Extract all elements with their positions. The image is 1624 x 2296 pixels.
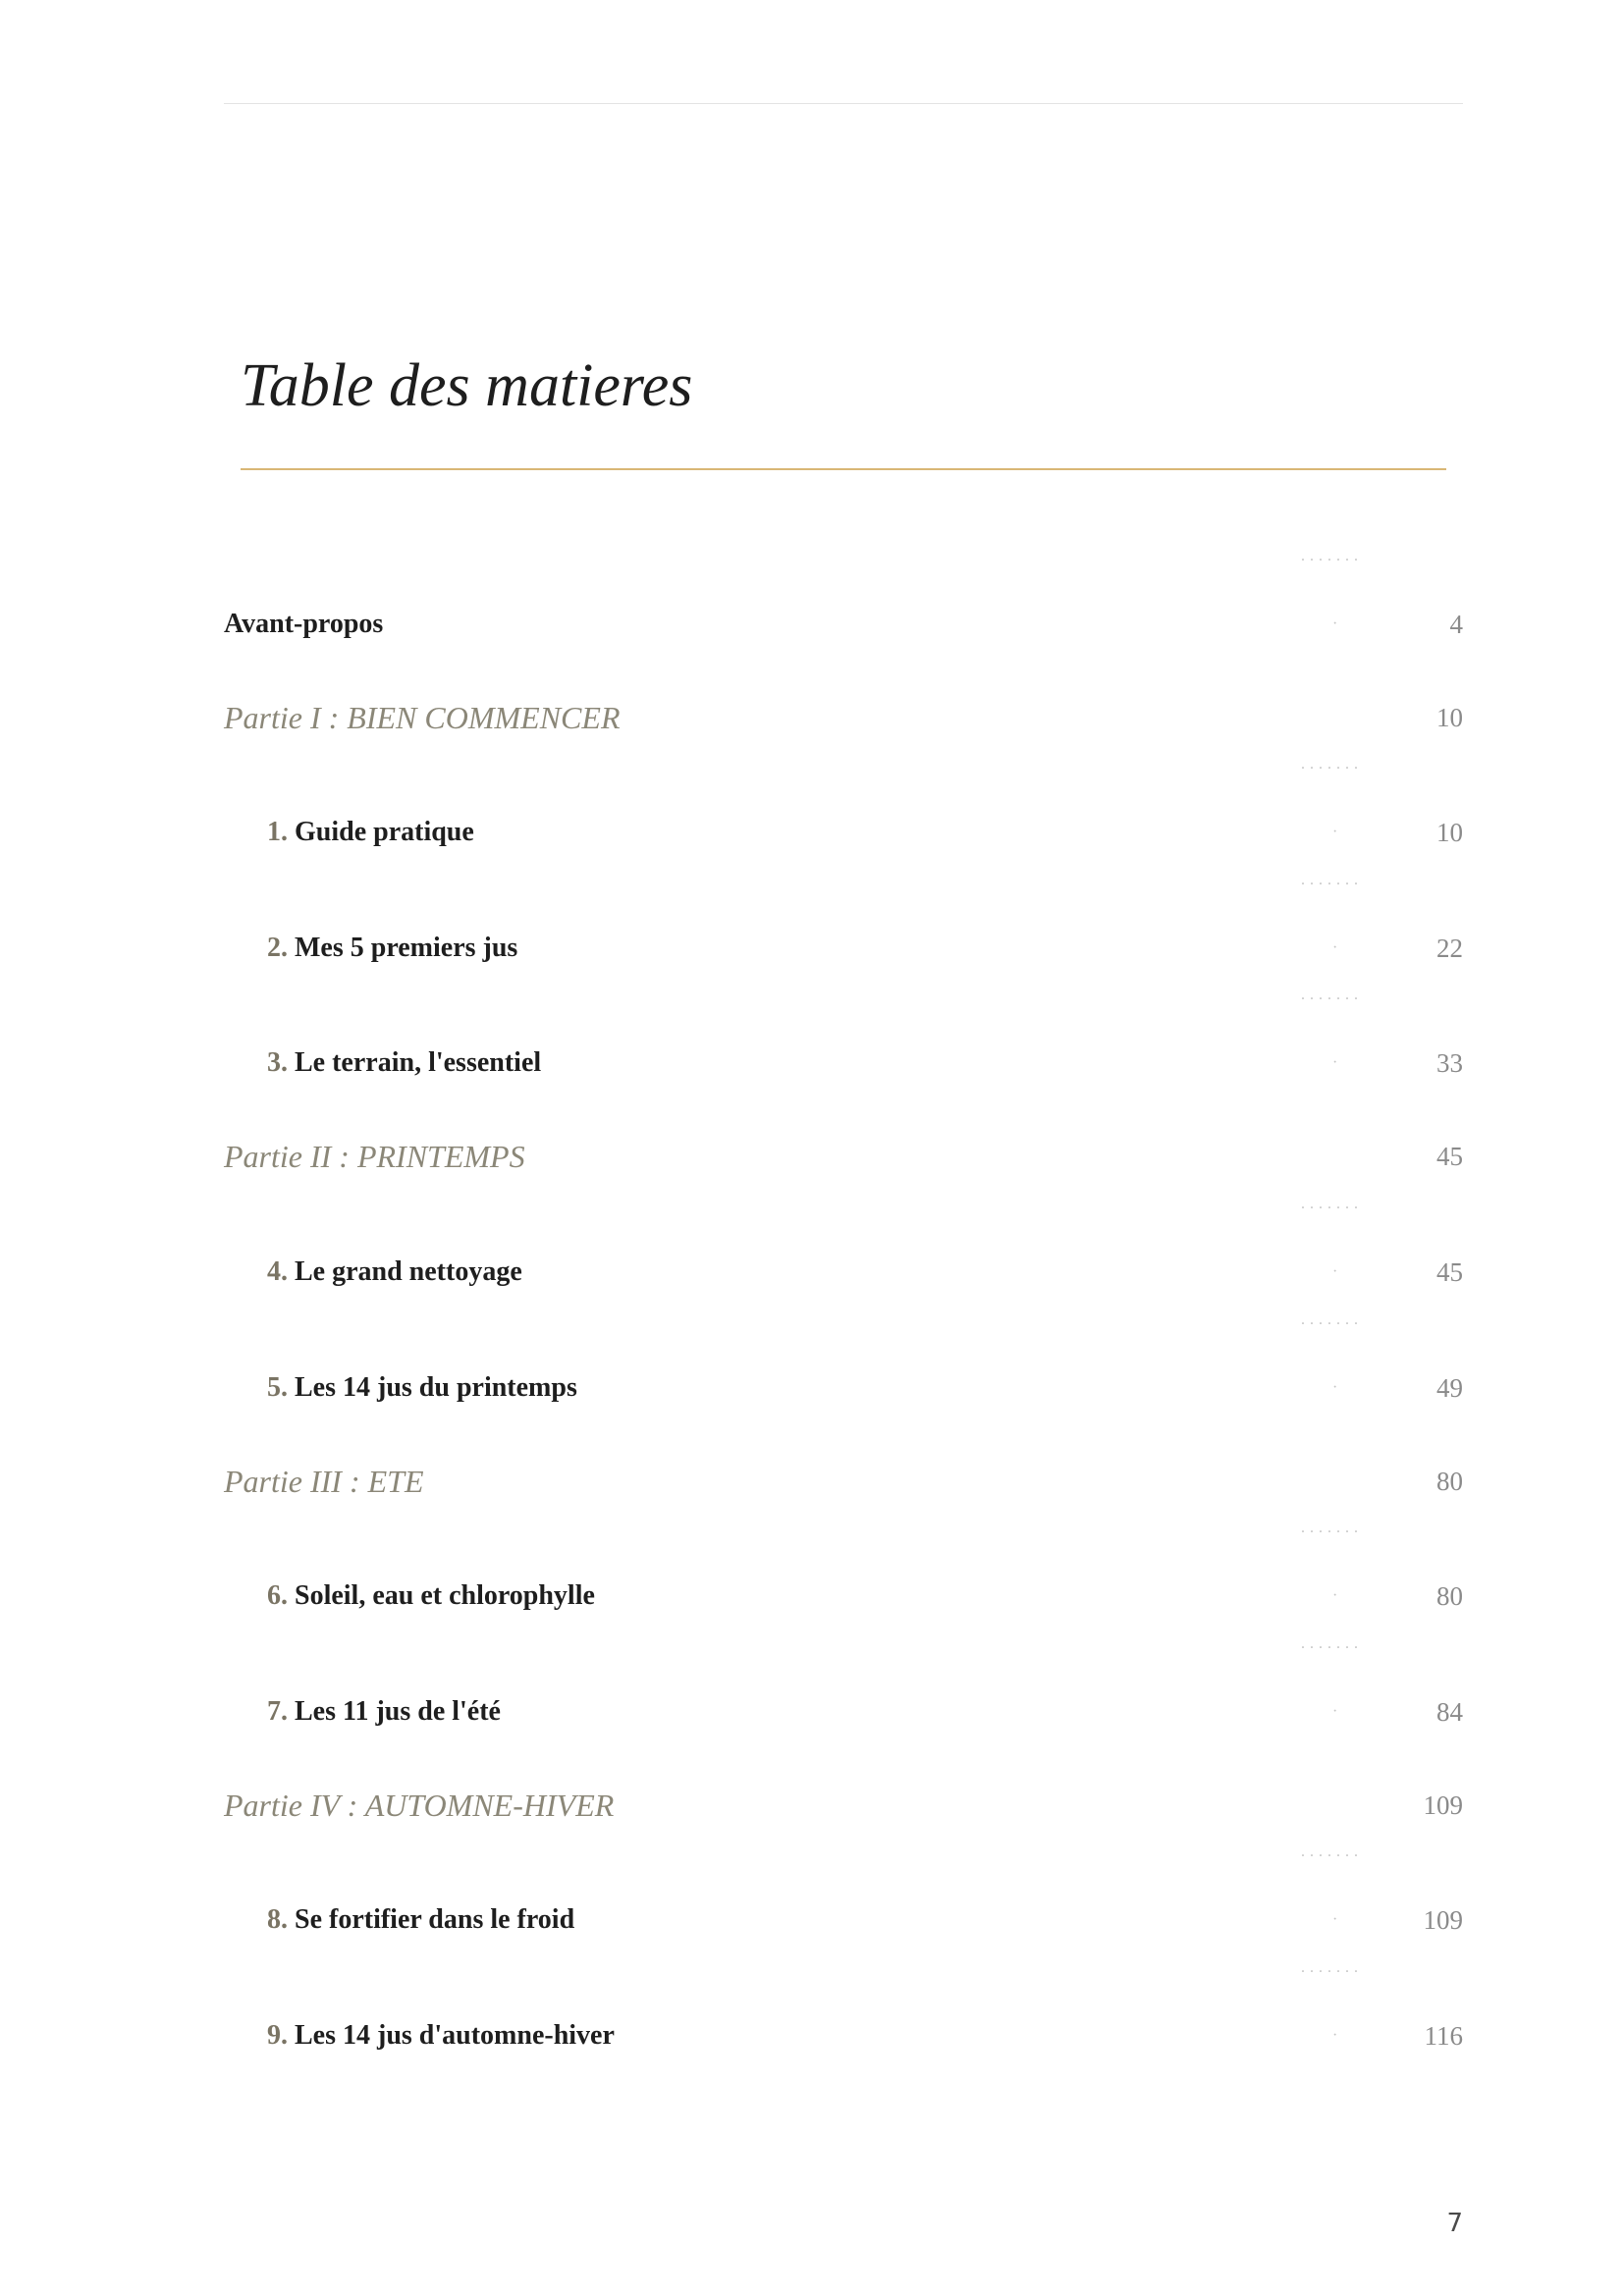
chapter-title: Le terrain, l'essentiel <box>295 1047 542 1078</box>
chapter-title: Les 14 jus du printemps <box>295 1372 577 1403</box>
toc-page-number: 116 <box>1424 2021 1463 2051</box>
dot-leader: · <box>1332 939 1338 956</box>
chapter-number: 8. <box>267 1904 288 1935</box>
toc-chapter-label <box>267 1891 574 1949</box>
toc-part-label: Partie I : BIEN COMMENCER <box>224 700 621 735</box>
toc-chapter-9[interactable] <box>0 1959 1624 2065</box>
toc-title: Table des matieres <box>241 352 693 419</box>
dot-leader: · <box>1332 615 1338 632</box>
dot-leader: ....... <box>1301 1635 1363 1652</box>
dot-leader: · <box>1332 1911 1338 1928</box>
chapter-title: Se fortifier dans le froid <box>295 1904 575 1935</box>
toc-page-number: 109 <box>1423 1905 1463 1935</box>
chapter-title: Guide pratique <box>295 817 474 847</box>
dot-leader: · <box>1332 2027 1338 2044</box>
toc-chapter-5[interactable] <box>0 1311 1624 1417</box>
toc-page-number: 109 <box>1423 1790 1463 1820</box>
chapter-title: Soleil, eau et chlorophylle <box>295 1580 595 1611</box>
dot-leader: · <box>1332 1263 1338 1280</box>
chapter-title: Les 11 jus de l'été <box>295 1696 501 1727</box>
toc-part-label: Partie II : PRINTEMPS <box>224 1139 525 1174</box>
toc-chapter-label <box>267 1567 595 1626</box>
dot-leader: ....... <box>1301 548 1363 564</box>
dot-leader: ....... <box>1301 987 1363 1003</box>
chapter-number: 5. <box>267 1372 288 1403</box>
dot-leader: ....... <box>1301 1959 1363 1976</box>
toc-chapter-label <box>267 1243 522 1302</box>
toc-chapter-label <box>267 919 517 978</box>
toc-page-number: 22 <box>1436 934 1463 963</box>
toc-part-label: Partie III : ETE <box>224 1464 424 1499</box>
toc-chapter-label <box>267 1359 577 1417</box>
toc-chapter-2[interactable] <box>0 872 1624 978</box>
toc-part-1[interactable] <box>0 688 1624 747</box>
dot-leader: ....... <box>1301 872 1363 888</box>
toc-part-label: Partie IV : AUTOMNE-HIVER <box>224 1788 615 1823</box>
toc-chapter-label <box>267 2006 615 2065</box>
chapter-title: Le grand nettoyage <box>295 1256 522 1287</box>
dot-leader: ....... <box>1301 756 1363 773</box>
dot-leader: ....... <box>1301 1196 1363 1212</box>
header-rule <box>224 103 1463 104</box>
dot-leader: ....... <box>1301 1520 1363 1536</box>
toc-entry-avant-propos[interactable] <box>0 548 1624 654</box>
dot-leader: · <box>1332 1054 1338 1071</box>
toc-chapter-3[interactable] <box>0 987 1624 1093</box>
toc-chapter-4[interactable] <box>0 1196 1624 1302</box>
dot-leader: ....... <box>1301 1311 1363 1328</box>
chapter-number: 6. <box>267 1580 288 1611</box>
dot-leader: · <box>1332 1587 1338 1604</box>
dot-leader: · <box>1332 824 1338 840</box>
dot-leader: · <box>1332 1703 1338 1720</box>
toc-chapter-label <box>267 1682 501 1741</box>
toc-page-number: 33 <box>1436 1048 1463 1078</box>
toc-chapter-label <box>267 803 474 862</box>
chapter-number: 1. <box>267 817 288 847</box>
chapter-number: 7. <box>267 1696 288 1727</box>
toc-chapter-6[interactable] <box>0 1520 1624 1626</box>
page-number: 7 <box>1446 2209 1463 2238</box>
toc-page-number: 84 <box>1436 1697 1463 1727</box>
toc-chapter-7[interactable] <box>0 1635 1624 1741</box>
toc-page-number: 45 <box>1436 1257 1463 1287</box>
chapter-number: 4. <box>267 1256 288 1287</box>
toc-page-number: 45 <box>1436 1142 1463 1171</box>
toc-entry-label: Avant-propos <box>224 609 384 639</box>
chapter-title: Les 14 jus d'automne-hiver <box>295 2020 615 2051</box>
chapter-number: 9. <box>267 2020 288 2051</box>
chapter-title: Mes 5 premiers jus <box>295 933 518 963</box>
toc-chapter-label <box>267 1034 541 1093</box>
title-underline <box>241 468 1446 470</box>
toc-part-4[interactable] <box>0 1776 1624 1835</box>
toc-page-number: 10 <box>1436 818 1463 847</box>
toc-page-number: 80 <box>1436 1467 1463 1496</box>
toc-part-2[interactable] <box>0 1127 1624 1186</box>
toc-page-number: 4 <box>1449 610 1463 639</box>
dot-leader: ....... <box>1301 1843 1363 1860</box>
toc-chapter-8[interactable] <box>0 1843 1624 1949</box>
chapter-number: 3. <box>267 1047 288 1078</box>
toc-page-number: 10 <box>1436 703 1463 732</box>
dot-leader: · <box>1332 1379 1338 1396</box>
chapter-number: 2. <box>267 933 288 963</box>
toc-part-3[interactable] <box>0 1452 1624 1511</box>
toc-page-number: 49 <box>1436 1373 1463 1403</box>
toc-chapter-1[interactable] <box>0 756 1624 862</box>
toc-page-number: 80 <box>1436 1581 1463 1611</box>
